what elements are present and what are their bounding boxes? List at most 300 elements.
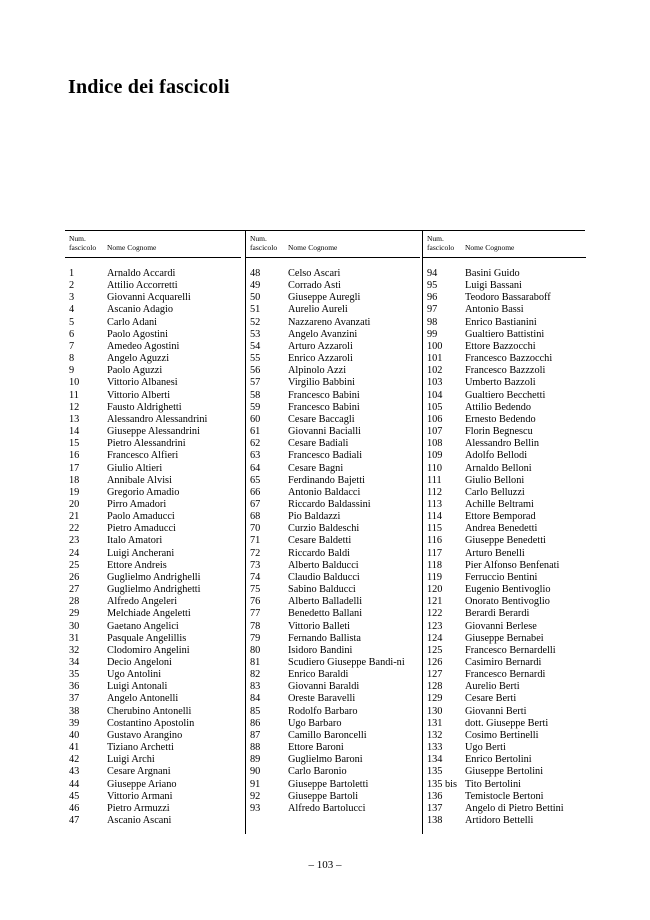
index-entry xyxy=(250,341,420,353)
fascicolo-number: 126 xyxy=(427,657,443,668)
fascicolo-number: 14 xyxy=(69,426,80,438)
index-entry xyxy=(427,463,586,475)
person-name: Cherubino Antonelli xyxy=(107,705,192,717)
person-name: Cesare Argnani xyxy=(107,766,171,778)
person-name: Pasquale Angelillis xyxy=(107,632,187,644)
index-entry xyxy=(427,572,586,584)
person-name: Amedeo Agostini xyxy=(107,340,180,352)
index-entry xyxy=(250,608,420,620)
fascicolo-number: 41 xyxy=(69,742,80,754)
index-entry xyxy=(250,268,420,280)
fascicolo-number: 135 bis xyxy=(427,778,458,790)
fascicolo-number: 30 xyxy=(69,620,80,632)
page-title: Indice dei fascicoli xyxy=(68,76,230,98)
index-entry xyxy=(250,584,420,596)
fascicolo-number: 95 xyxy=(427,280,438,292)
index-entry xyxy=(250,718,420,730)
person-name: Gustavo Arangino xyxy=(107,729,183,741)
index-entry xyxy=(69,438,241,450)
fascicolo-number: 128 xyxy=(427,681,443,693)
index-entry xyxy=(250,742,420,754)
index-entry xyxy=(427,693,586,705)
person-name: Carlo Belluzzi xyxy=(465,486,525,498)
index-entry xyxy=(69,608,241,620)
person-name: Pietro Alessandrini xyxy=(107,438,186,450)
person-name: Clodomiro Angelini xyxy=(107,644,190,656)
index-entry xyxy=(427,742,586,754)
fascicolo-number: 12 xyxy=(69,401,80,413)
index-entry xyxy=(69,499,241,511)
index-entry xyxy=(69,803,241,815)
fascicolo-number: 43 xyxy=(69,766,80,778)
index-entry xyxy=(427,377,586,389)
header-fascicolo: fascicolo xyxy=(69,242,97,252)
index-entry xyxy=(250,766,420,778)
fascicolo-number: 4 xyxy=(69,304,75,316)
index-entry xyxy=(427,414,586,426)
index-entry xyxy=(69,791,241,803)
fascicolo-number: 13 xyxy=(69,413,80,425)
index-entry xyxy=(427,402,586,414)
index-entry xyxy=(250,548,420,560)
fascicolo-number: 127 xyxy=(427,669,443,681)
index-entry xyxy=(69,475,241,487)
fascicolo-number: 100 xyxy=(427,340,443,352)
fascicolo-number: 93 xyxy=(250,802,261,814)
person-name: Vittorio Albanesi xyxy=(107,377,178,389)
person-name: Alfredo Bartolucci xyxy=(288,802,366,814)
fascicolo-number: 42 xyxy=(69,754,80,766)
person-name: Cesare Badiali xyxy=(288,438,349,450)
fascicolo-number: 84 xyxy=(250,693,261,705)
person-name: Francesco Alfieri xyxy=(107,450,179,462)
index-entry xyxy=(69,450,241,462)
index-entry xyxy=(250,779,420,791)
header-num: Num. xyxy=(69,234,86,243)
fascicolo-number: 99 xyxy=(427,328,438,340)
column-header xyxy=(69,235,241,255)
person-name: Ascanio Ascani xyxy=(107,815,172,827)
person-name: Giovanni Berti xyxy=(465,705,527,717)
fascicolo-number: 81 xyxy=(250,657,261,668)
person-name: Curzio Baldeschi xyxy=(288,523,360,535)
person-name: Guglielmo Andrighelli xyxy=(107,571,201,583)
person-name: Corrado Asti xyxy=(288,280,341,292)
fascicolo-number: 97 xyxy=(427,304,438,316)
index-entry xyxy=(250,511,420,523)
index-entry xyxy=(69,304,241,316)
index-entry xyxy=(69,390,241,402)
person-name: Teodoro Bassaraboff xyxy=(465,292,551,304)
fascicolo-number: 61 xyxy=(250,426,261,438)
index-entry xyxy=(427,438,586,450)
person-name: Florin Begnescu xyxy=(465,426,533,438)
fascicolo-number: 3 xyxy=(69,292,75,304)
index-entry xyxy=(250,317,420,329)
column-header xyxy=(250,235,420,255)
fascicolo-number: 9 xyxy=(69,365,75,377)
index-entry xyxy=(69,414,241,426)
index-entry xyxy=(427,791,586,803)
person-name: Ugo Berti xyxy=(465,742,506,754)
fascicolo-number: 138 xyxy=(427,815,443,827)
fascicolo-number: 98 xyxy=(427,316,438,328)
person-name: Cosimo Bertinelli xyxy=(465,729,539,741)
fascicolo-number: 107 xyxy=(427,426,443,438)
index-entry xyxy=(427,596,586,608)
person-name: Costantino Apostolin xyxy=(107,717,195,729)
index-entry xyxy=(69,402,241,414)
index-entry xyxy=(250,523,420,535)
fascicolo-number: 103 xyxy=(427,377,443,389)
index-entry xyxy=(427,779,586,791)
index-entry xyxy=(69,280,241,292)
index-entry xyxy=(427,608,586,620)
fascicolo-number: 15 xyxy=(69,438,80,450)
fascicolo-number: 6 xyxy=(69,328,75,340)
person-name: Gregorio Amadio xyxy=(107,486,180,498)
fascicolo-number: 135 xyxy=(427,766,443,778)
index-entry xyxy=(250,487,420,499)
person-name: Antonio Bassi xyxy=(465,304,524,316)
fascicolo-number: 75 xyxy=(250,584,261,596)
person-name: Francesco Babini xyxy=(288,401,360,413)
fascicolo-number: 29 xyxy=(69,608,80,620)
index-entry xyxy=(427,548,586,560)
index-entry xyxy=(427,706,586,718)
person-name: Annibale Alvisi xyxy=(107,474,172,486)
header-name: Nome Cognome xyxy=(288,242,338,252)
person-name: Nazzareno Avanzati xyxy=(288,316,371,328)
index-entry xyxy=(69,766,241,778)
fascicolo-number: 105 xyxy=(427,401,443,413)
fascicolo-number: 36 xyxy=(69,681,80,693)
person-name: Tiziano Archetti xyxy=(107,742,174,754)
index-entry xyxy=(427,669,586,681)
person-name: Ettore Andreis xyxy=(107,559,167,571)
index-entry xyxy=(427,304,586,316)
fascicolo-number: 67 xyxy=(250,498,261,510)
index-entry xyxy=(250,693,420,705)
person-name: Celso Ascari xyxy=(288,268,341,279)
fascicolo-number: 119 xyxy=(427,571,443,583)
person-name: Gualtiero Becchetti xyxy=(465,389,546,401)
fascicolo-number: 70 xyxy=(250,523,261,535)
person-name: Francesco Bazzzoli xyxy=(465,365,546,377)
index-entry xyxy=(427,353,586,365)
person-name: Paolo Agostini xyxy=(107,328,168,340)
fascicolo-number: 53 xyxy=(250,328,261,340)
person-name: Arturo Azzaroli xyxy=(288,340,353,352)
fascicolo-number: 57 xyxy=(250,377,261,389)
person-name: Gualtiero Battistini xyxy=(465,328,545,340)
fascicolo-number: 136 xyxy=(427,790,443,802)
index-entry xyxy=(427,475,586,487)
person-name: Adolfo Bellodi xyxy=(465,450,528,462)
index-entry xyxy=(69,584,241,596)
index-entry xyxy=(250,621,420,633)
index-entry xyxy=(427,499,586,511)
fascicolo-number: 60 xyxy=(250,413,261,425)
fascicolo-number: 25 xyxy=(69,559,80,571)
person-name: Carlo Adani xyxy=(107,316,158,328)
index-entry xyxy=(69,657,241,669)
person-name: Alpinolo Azzi xyxy=(288,365,347,377)
fascicolo-number: 76 xyxy=(250,596,261,608)
person-name: Riccardo Baldassini xyxy=(288,498,371,510)
header-rule xyxy=(65,257,241,258)
index-entry xyxy=(250,304,420,316)
person-name: Vittorio Armani xyxy=(107,790,173,802)
page-number: – 103 – xyxy=(308,859,342,871)
person-name: Basini Guido xyxy=(465,268,520,279)
index-entry xyxy=(250,791,420,803)
fascicolo-number: 131 xyxy=(427,717,443,729)
fascicolo-number: 38 xyxy=(69,705,80,717)
index-entry xyxy=(69,681,241,693)
index-entry xyxy=(250,463,420,475)
header-name: Nome Cognome xyxy=(465,242,515,252)
person-name: Angelo di Pietro Bettini xyxy=(465,802,564,814)
index-entry xyxy=(250,402,420,414)
fascicolo-number: 8 xyxy=(69,353,75,365)
index-entry xyxy=(427,268,586,280)
person-name: Sabino Balducci xyxy=(288,584,356,596)
person-name: Giulio Belloni xyxy=(465,474,525,486)
fascicolo-number: 101 xyxy=(427,353,443,365)
fascicolo-number: 96 xyxy=(427,292,438,304)
fascicolo-number: 113 xyxy=(427,498,443,510)
index-entry xyxy=(427,621,586,633)
index-entry xyxy=(69,706,241,718)
index-entry xyxy=(427,317,586,329)
person-name: Aurelio Aureli xyxy=(288,304,348,316)
index-entry xyxy=(69,329,241,341)
index-column-3 xyxy=(422,230,586,834)
person-name: Eugenio Bentivoglio xyxy=(465,584,551,596)
fascicolo-number: 78 xyxy=(250,620,261,632)
person-name: Paolo Amaducci xyxy=(107,511,175,523)
person-name: Casimiro Bernardi xyxy=(465,657,542,668)
index-entry xyxy=(250,706,420,718)
index-entry xyxy=(250,730,420,742)
fascicolo-number: 2 xyxy=(69,280,75,292)
person-name: Guglielmo Baroni xyxy=(288,754,363,766)
person-name: Ettore Bazzocchi xyxy=(465,340,536,352)
index-entry xyxy=(250,560,420,572)
fascicolo-number: 133 xyxy=(427,742,443,754)
index-entry xyxy=(427,584,586,596)
index-entry xyxy=(427,280,586,292)
fascicolo-number: 85 xyxy=(250,705,261,717)
fascicolo-number: 80 xyxy=(250,644,261,656)
fascicolo-number: 28 xyxy=(69,596,80,608)
index-entry xyxy=(427,390,586,402)
person-name: Cesare Baldetti xyxy=(288,535,352,547)
person-name: Claudio Balducci xyxy=(288,571,360,583)
fascicolo-number: 52 xyxy=(250,316,261,328)
index-entry xyxy=(427,450,586,462)
person-name: Alessandro Bellin xyxy=(465,438,540,450)
fascicolo-number: 58 xyxy=(250,389,261,401)
index-entry xyxy=(427,329,586,341)
index-entry xyxy=(427,633,586,645)
index-entry xyxy=(427,535,586,547)
index-entry xyxy=(69,730,241,742)
person-name: Giuseppe Alessandrini xyxy=(107,426,200,438)
index-entry xyxy=(427,803,586,815)
fascicolo-number: 19 xyxy=(69,486,80,498)
person-name: Ferdinando Bajetti xyxy=(288,474,365,486)
index-entry xyxy=(69,426,241,438)
fascicolo-number: 48 xyxy=(250,268,261,279)
person-name: Ferruccio Bentini xyxy=(465,571,538,583)
index-entry xyxy=(250,596,420,608)
index-entry xyxy=(250,292,420,304)
fascicolo-number: 23 xyxy=(69,535,80,547)
person-name: Arturo Benelli xyxy=(465,547,525,559)
index-entry xyxy=(250,657,420,669)
fascicolo-number: 130 xyxy=(427,705,443,717)
fascicolo-number: 117 xyxy=(427,547,443,559)
person-name: Isidoro Bandini xyxy=(288,644,353,656)
person-name: Temistocle Bertoni xyxy=(465,790,544,802)
index-entry xyxy=(69,572,241,584)
person-name: Francesco Babini xyxy=(288,389,360,401)
person-name: Fernando Ballista xyxy=(288,632,361,644)
index-entry xyxy=(69,596,241,608)
person-name: Pietro Amaducci xyxy=(107,523,176,535)
index-entry xyxy=(69,353,241,365)
index-entry xyxy=(427,365,586,377)
fascicolo-number: 137 xyxy=(427,802,443,814)
person-name: Virgilio Babbini xyxy=(288,377,355,389)
person-name: Guglielmo Andrighetti xyxy=(107,584,201,596)
fascicolo-number: 44 xyxy=(69,778,80,790)
person-name: Tito Bertolini xyxy=(465,778,521,790)
fascicolo-number: 66 xyxy=(250,486,261,498)
fascicolo-number: 34 xyxy=(69,657,80,668)
fascicolo-number: 18 xyxy=(69,474,80,486)
person-name: Giuseppe Bernabei xyxy=(465,632,544,644)
fascicolo-number: 129 xyxy=(427,693,443,705)
fascicolo-number: 79 xyxy=(250,632,261,644)
person-name: Ugo Barbaro xyxy=(288,717,342,729)
fascicolo-number: 118 xyxy=(427,559,443,571)
person-name: Francesco Bazzocchi xyxy=(465,353,553,365)
fascicolo-number: 110 xyxy=(427,462,443,474)
fascicolo-number: 120 xyxy=(427,584,443,596)
fascicolo-number: 21 xyxy=(69,511,80,523)
index-entry xyxy=(69,779,241,791)
person-name: Giulio Altieri xyxy=(107,462,163,474)
fascicolo-number: 114 xyxy=(427,511,443,523)
index-entry xyxy=(69,754,241,766)
person-name: Angelo Aguzzi xyxy=(107,353,170,365)
index-entry xyxy=(250,572,420,584)
fascicolo-number: 109 xyxy=(427,450,443,462)
index-entry xyxy=(427,292,586,304)
person-name: Gaetano Angelici xyxy=(107,620,179,632)
fascicolo-number: 112 xyxy=(427,486,443,498)
index-entry xyxy=(250,535,420,547)
fascicolo-number: 32 xyxy=(69,644,80,656)
person-name: Alberto Balducci xyxy=(288,559,359,571)
fascicolo-number: 31 xyxy=(69,632,80,644)
index-entry xyxy=(250,803,420,815)
person-name: Umberto Bazzoli xyxy=(465,377,536,389)
header-num: Num. xyxy=(427,234,444,243)
index-entry xyxy=(69,463,241,475)
person-name: Pier Alfonso Benfenati xyxy=(465,559,560,571)
fascicolo-number: 77 xyxy=(250,608,261,620)
person-name: Cesare Baccagli xyxy=(288,413,355,425)
index-entry xyxy=(250,633,420,645)
person-name: Italo Amatori xyxy=(107,535,163,547)
header-fascicolo: fascicolo xyxy=(427,242,455,252)
index-entry xyxy=(69,511,241,523)
person-name: Alberto Balladelli xyxy=(288,596,363,608)
header-rule xyxy=(246,257,420,258)
fascicolo-number: 73 xyxy=(250,559,261,571)
person-name: Achille Beltrami xyxy=(465,498,534,510)
fascicolo-number: 51 xyxy=(250,304,261,316)
person-name: Antonio Baldacci xyxy=(288,486,361,498)
person-name: Aurelio Berti xyxy=(465,681,520,693)
index-entry xyxy=(69,718,241,730)
index-entry xyxy=(250,426,420,438)
person-name: Francesco Badiali xyxy=(288,450,363,462)
person-name: Giuseppe Bartoli xyxy=(288,790,359,802)
person-name: Vittorio Balleti xyxy=(288,620,351,632)
fascicolo-number: 82 xyxy=(250,669,261,681)
index-entry xyxy=(69,487,241,499)
person-name: Attilio Accorretti xyxy=(107,280,178,292)
person-name: Pirro Amadori xyxy=(107,498,167,510)
person-name: Ettore Baroni xyxy=(288,742,344,754)
fascicolo-number: 94 xyxy=(427,268,438,279)
person-name: Ettore Bemporad xyxy=(465,511,536,523)
person-name: Enrico Bastianini xyxy=(465,316,537,328)
person-name: Enrico Bertolini xyxy=(465,754,532,766)
person-name: Francesco Bernardelli xyxy=(465,644,556,656)
person-name: Enrico Azzaroli xyxy=(288,353,353,365)
person-name: Angelo Avanzini xyxy=(288,328,358,340)
person-name: Luigi Antonali xyxy=(107,681,168,693)
person-name: Giovanni Baraldi xyxy=(288,681,360,693)
fascicolo-number: 116 xyxy=(427,535,443,547)
fascicolo-number: 47 xyxy=(69,815,80,827)
fascicolo-number: 108 xyxy=(427,438,443,450)
person-name: Artidoro Bettelli xyxy=(465,815,534,827)
person-name: Giovanni Berlese xyxy=(465,620,537,632)
index-entry xyxy=(250,754,420,766)
header-rule xyxy=(423,257,586,258)
person-name: Luigi Bassani xyxy=(465,280,522,292)
person-name: Alessandro Alessandrini xyxy=(107,413,208,425)
fascicolo-number: 20 xyxy=(69,498,80,510)
fascicolo-number: 45 xyxy=(69,790,80,802)
fascicolo-number: 90 xyxy=(250,766,261,778)
index-entry xyxy=(69,633,241,645)
person-name: Carlo Baronio xyxy=(288,766,347,778)
index-entry xyxy=(250,450,420,462)
fascicolo-number: 92 xyxy=(250,790,261,802)
person-name: Vittorio Alberti xyxy=(107,389,171,401)
fascicolo-number: 89 xyxy=(250,754,261,766)
fascicolo-number: 24 xyxy=(69,547,80,559)
fascicolo-number: 46 xyxy=(69,802,80,814)
